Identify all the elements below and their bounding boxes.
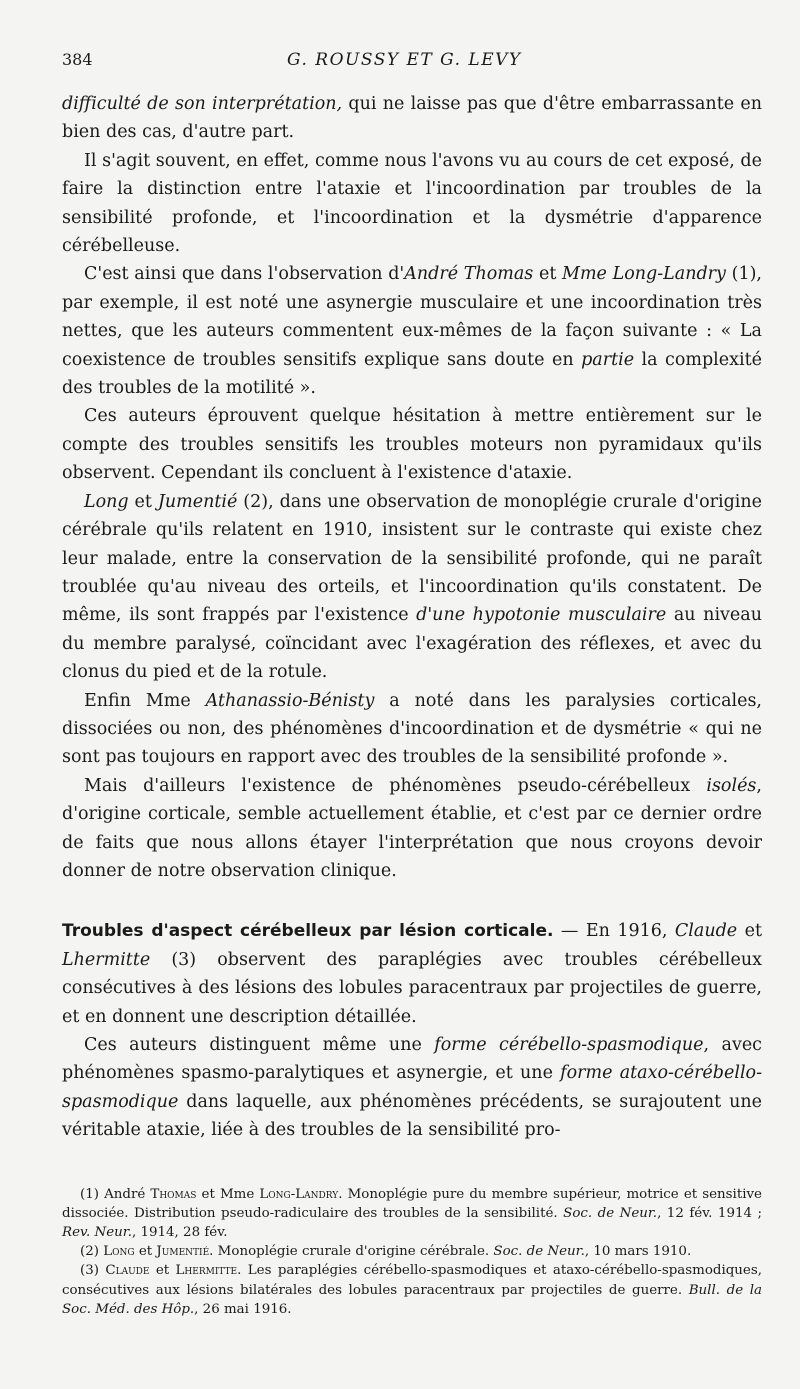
text-run: Ces auteurs distinguent même une bbox=[84, 1035, 435, 1055]
body-text bbox=[62, 90, 762, 885]
italic-text: Rev. Neur. bbox=[62, 1225, 132, 1241]
small-caps-name: Lhermitte bbox=[175, 1263, 238, 1279]
footnotes bbox=[62, 1185, 762, 1319]
italic-text: André Thomas bbox=[404, 264, 534, 285]
text-run: C'est ainsi que dans l'observation d' bbox=[84, 264, 405, 285]
small-caps-name: Long-Landry bbox=[259, 1186, 339, 1202]
text-run: (2), dans une observation de monoplégie crurale d'origine cérébrale qu'ils relatent en 1910, insistent sur le contraste qui existe chez leur malade, entre la conservation de la sensibilité profonde, qui ne paraît troublée qu'au niveau des orteils, et l'incoordination qu'ils constatent. De même, ils sont frappés par l'existence bbox=[62, 491, 762, 626]
paragraph bbox=[62, 90, 762, 147]
text-run: , 1914, 28 fév. bbox=[131, 1225, 228, 1241]
page-header bbox=[62, 50, 762, 90]
text-run: . Monoplégie pure du membre supérieur, motrice et sensitive dissociée. Distribution pseudo-radiculaire des troubles de la sensibilité. bbox=[62, 1186, 762, 1221]
text-run: (1), par exemple, il est noté une asynergie musculaire et une incoordination très nettes, que les auteurs commentent eux-mêmes de la façon suivante : « La coexistence de troubles sensitifs explique sans doute en bbox=[62, 264, 762, 370]
italic-text: difficulté de son interprétation, bbox=[62, 94, 343, 114]
italic-text: forme ataxo-cérébello-spasmodique bbox=[62, 1063, 762, 1112]
footnote bbox=[62, 1261, 762, 1319]
italic-text: Jumentié bbox=[157, 491, 238, 512]
text-run: Enfin Mme bbox=[84, 690, 206, 711]
text-run: Il s'agit souvent, en effet, comme nous l'avons vu au cours de cet exposé, de faire la distinction entre l'ataxie et l'incoordination par troubles de la sensibilité profonde, et l'incoordination et la dysmétrie d'apparence cérébelleuse. bbox=[62, 150, 762, 257]
text-run: la complexité des troubles de la motilité ». bbox=[62, 349, 762, 399]
text-run: (3) bbox=[80, 1263, 106, 1279]
paragraph bbox=[62, 260, 762, 402]
text-run: (3) observent des paraplégies avec troubles cérébelleux consécutives à des lésions des lobules paracentraux par projectiles de guerre, et en donnent une description détaillée. bbox=[62, 949, 762, 1027]
text-run: , 12 fév. 1914 ; bbox=[657, 1205, 763, 1221]
text-run: . Monoplégie crurale d'origine cérébrale. bbox=[209, 1244, 494, 1260]
section-heading: Troubles d'aspect cérébelleux par lésion corticale. bbox=[62, 921, 554, 942]
text-run: Ces auteurs éprouvent quelque hésitation à mettre entièrement sur le compte des troubles sensitifs les troubles moteurs non pyramidaux qu'ils observent. Cependant ils concluent à l'existence d'ataxie. bbox=[62, 406, 762, 484]
text-run: . Les paraplégies cérébello-spasmodiques et ataxo-cérébello-spasmodiques, consécutives aux lésions bilatérales des lobules paracentraux par projectiles de guerre. bbox=[62, 1263, 762, 1298]
text-run: et Mme bbox=[196, 1186, 260, 1202]
small-caps-name: Long bbox=[103, 1244, 135, 1260]
page bbox=[62, 50, 762, 1319]
small-caps-name: Thomas bbox=[150, 1186, 197, 1202]
page-number: 384 bbox=[62, 50, 93, 69]
italic-text: Athanassio-Bénisty bbox=[205, 690, 375, 711]
italic-text: Soc. de Neur. bbox=[563, 1205, 658, 1221]
italic-text: Long bbox=[84, 491, 129, 512]
text-run: , d'origine corticale, semble actuellement établie, et c'est par ce dernier ordre de faits que nous allons étayer l'interprétation que nous croyons devoir donner de notre observation clinique. bbox=[62, 775, 762, 881]
text-run: et bbox=[134, 1244, 157, 1260]
text-run: , avec phénomènes spasmo-paralytiques et asynergie, et une bbox=[62, 1035, 762, 1084]
text-run: Mais d'ailleurs l'existence de phénomènes pseudo-cérébelleux bbox=[84, 775, 707, 796]
italic-text: d'une hypotonie musculaire bbox=[416, 605, 667, 626]
italic-text: Claude bbox=[674, 921, 738, 942]
paragraph bbox=[62, 772, 762, 886]
italic-text: Mme Long-Landry bbox=[562, 264, 726, 285]
paragraph bbox=[62, 147, 762, 261]
text-run: et bbox=[128, 491, 158, 512]
italic-text: Bull. de la Soc. Méd. des Hôp. bbox=[62, 1282, 763, 1317]
italic-text: isolés bbox=[706, 775, 757, 796]
text-run: et bbox=[533, 264, 563, 285]
small-caps-name: Jumentié bbox=[156, 1244, 210, 1260]
italic-text: Lhermitte bbox=[62, 949, 151, 970]
text-run: qui ne laisse pas que d'être embarrassante en bien des cas, d'autre part. bbox=[62, 94, 762, 143]
footnote bbox=[62, 1185, 762, 1243]
text-run: — En 1916, bbox=[553, 921, 675, 942]
text-run: a noté dans les paralysies corticales, dissociées ou non, des phénomènes d'incoordination et de dysmétrie « qui ne sont pas toujours en rapport avec des troubles de la sensibilité profonde ». bbox=[62, 690, 762, 768]
paragraph bbox=[62, 687, 762, 772]
section-paragraph-2 bbox=[62, 1031, 762, 1145]
text-run: et bbox=[737, 921, 762, 942]
small-caps-name: Claude bbox=[105, 1263, 150, 1279]
italic-text: partie bbox=[581, 349, 635, 370]
running-head: G. ROUSSY ET G. LEVY bbox=[287, 50, 522, 70]
text-run: , 26 mai 1916. bbox=[194, 1301, 292, 1317]
footnote bbox=[62, 1242, 762, 1261]
text-run: au niveau du membre paralysé, coïncidant avec l'exagération des réflexes, et avec du clonus du pied et de la rotule. bbox=[62, 605, 762, 683]
italic-text: Soc. de Neur. bbox=[493, 1244, 585, 1260]
text-run: , 10 mars 1910. bbox=[584, 1244, 692, 1260]
paragraph bbox=[62, 488, 762, 687]
paragraph bbox=[62, 402, 762, 487]
text-run: et bbox=[149, 1263, 176, 1279]
text-run: dans laquelle, aux phénomènes précédents, se surajoutent une véritable ataxie, liée à des troubles de la sensibilité pro- bbox=[62, 1091, 762, 1141]
text-run: (1) André bbox=[80, 1186, 151, 1202]
italic-text: forme cérébello-spasmodique bbox=[434, 1035, 704, 1055]
text-run: (2) bbox=[80, 1244, 104, 1260]
section-paragraph-1 bbox=[62, 917, 762, 1031]
section bbox=[62, 917, 762, 1144]
